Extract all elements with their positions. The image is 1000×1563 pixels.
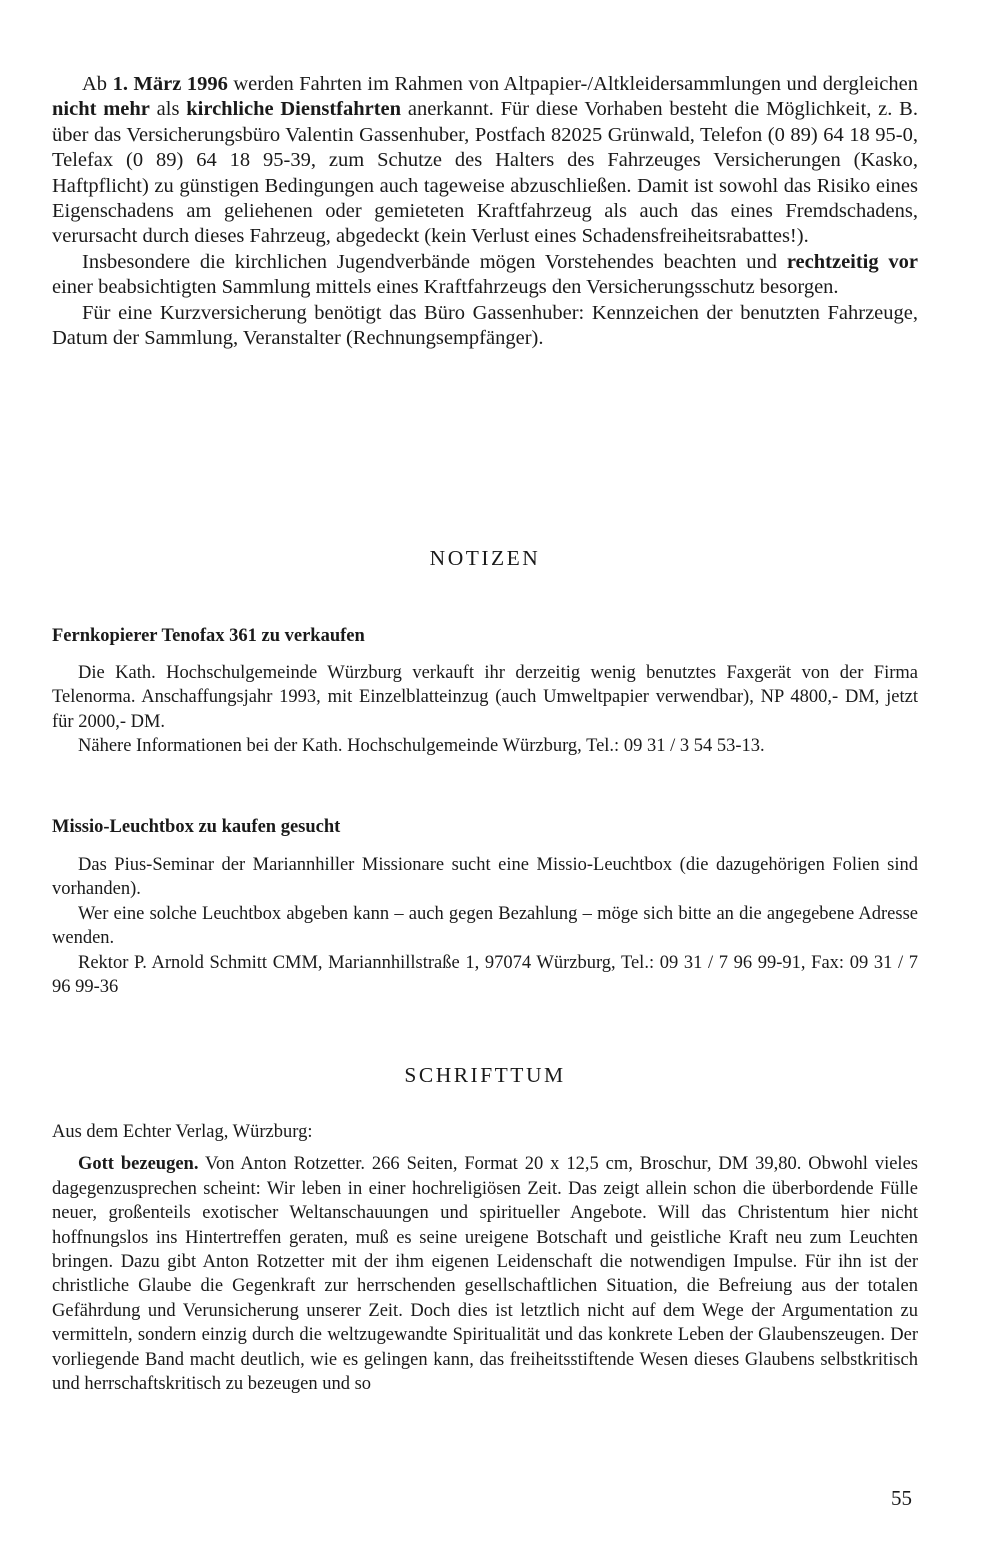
notiz-paragraph: Das Pius-Seminar der Mariannhiller Missionare sucht eine Missio-Leuchtbox (die dazugehörigen Folien sind vorhanden). xyxy=(52,855,918,900)
text-run: anerkannt. Für diese Vorhaben besteht die Möglichkeit, z. B. über das Versicherungsbüro Valentin Gassenhuber, Postfach 82025 Grünwald, Telefon (0 89) 64 18 95-0, Telefax (0 89) 64 18 95-39, zum Schutze des Halters des Fahrzeuges Versicherungen (Kasko, Haftpflicht) zu günstigen Bedingungen auch tageweise abzuschließen. Damit ist sowohl das Risiko eines Eigenschadens am geliehenen oder gemieteten Kraftfahrzeug als auch das eines Fremdschadens, verursacht durch dieses Fahrzeug, abgedeckt (kein Verlust eines Schadensfreiheitsrabattes!). xyxy=(52,98,918,248)
text-run: Insbesondere die kirchlichen Jugendverbände mögen Vorstehendes beachten und xyxy=(82,250,787,273)
text-run: als xyxy=(149,98,187,121)
bold-emphasis: kirchliche Dienstfahrten xyxy=(186,98,402,121)
intro-section xyxy=(52,72,918,351)
notiz-heading: Missio-Leuchtbox zu kaufen gesucht xyxy=(52,817,341,837)
notiz-fernkopierer xyxy=(52,624,918,759)
notiz-paragraph: Die Kath. Hochschulgemeinde Würzburg verkauft ihr derzeitig wenig benutztes Faxgerät von der Firma Telenorma. Anschaffungsjahr 1993, mit Einzelblatteinzug (auch Umweltpapier verwendbar), NP 4800,- DM, jetzt für 2000,- DM. xyxy=(52,663,918,732)
intro-paragraph-1 xyxy=(52,72,918,250)
notiz-paragraph: Wer eine solche Leuchtbox abgeben kann – auch gegen Bezahlung – möge sich bitte an die angegebene Adresse wenden. xyxy=(52,903,918,949)
text-run: werden Fahrten im Rahmen von Altpapier-/Altkleidersammlungen und dergleichen xyxy=(227,73,918,95)
bold-date: 1. März 1996 xyxy=(112,73,228,95)
bold-emphasis: rechtzeitig vor xyxy=(786,250,919,273)
book-title: Gott bezeugen. xyxy=(78,1154,199,1175)
book-review xyxy=(52,1152,918,1396)
notiz-heading: Fernkopierer Tenofax 361 zu verkaufen xyxy=(52,626,365,646)
text-run: einer beabsichtigten Sammlung mittels eines Kraftfahrzeugs den Versicherungsschutz besorgen. xyxy=(52,276,839,299)
page-number: 55 xyxy=(891,1486,912,1510)
intro-paragraph-3: Für eine Kurzversicherung benötigt das Büro Gassenhuber: Kennzeichen der benutzten Fahrzeuge, Datum der Sammlung, Veranstalter (Rechnungsempfänger). xyxy=(52,301,918,350)
schrifttum-section xyxy=(52,1120,918,1396)
review-text: Von Anton Rotzetter. 266 Seiten, Format 20 x 12,5 cm, Broschur, DM 39,80. Obwohl vieles dagegenzusprechen scheint: Wir leben in einer hochreligiösen Zeit. Das zeigt allein schon die überbordende Fülle neuer, großenteils exotischer Weltanschauungen und spiritueller Angebote. Will das Christentum hier nicht hoffnungslos ins Hintertreffen geraten, muß es seine ureigene Botschaft und geistliche Kraft neu zum Leuchten bringen. Dazu gibt Anton Rotzetter mit der ihm eigenen Leidenschaft die notwendigen Impulse. Für ihn ist der christliche Glaube die Gegenkraft zur herrschenden gesellschaftlichen Situation, die Befreiung aus der totalen Gefährdung und Verunsicherung unserer Zeit. Doch dies ist letztlich nicht auf dem Wege der Argumentation zu vermitteln, sondern einzig durch die weltzugewandte Spiritualität und das konkrete Leben der Glaubenszeugen. Der vorliegende Band macht deutlich, wie es gelingen kann, das freiheitsstiftende Wesen dieses Glaubens selbstkritisch und herrschaftskritisch zu bezeugen und so xyxy=(52,1154,918,1395)
publisher-line: Aus dem Echter Verlag, Würzburg: xyxy=(52,1122,313,1142)
notiz-leuchtbox xyxy=(52,815,918,999)
notiz-paragraph: Nähere Informationen bei der Kath. Hochschulgemeinde Würzburg, Tel.: 09 31 / 3 54 53-13. xyxy=(78,736,765,757)
notiz-paragraph: Rektor P. Arnold Schmitt CMM, Mariannhillstraße 1, 97074 Würzburg, Tel.: 09 31 / 7 96 99-91, Fax: 09 31 / 7 96 99-36 xyxy=(52,952,918,998)
text-run: Ab xyxy=(82,73,113,95)
section-title-notizen: NOTIZEN xyxy=(429,546,541,570)
intro-paragraph-2 xyxy=(52,250,918,301)
section-title-schrifttum: SCHRIFTTUM xyxy=(404,1063,566,1087)
bold-emphasis: nicht mehr xyxy=(52,98,150,121)
